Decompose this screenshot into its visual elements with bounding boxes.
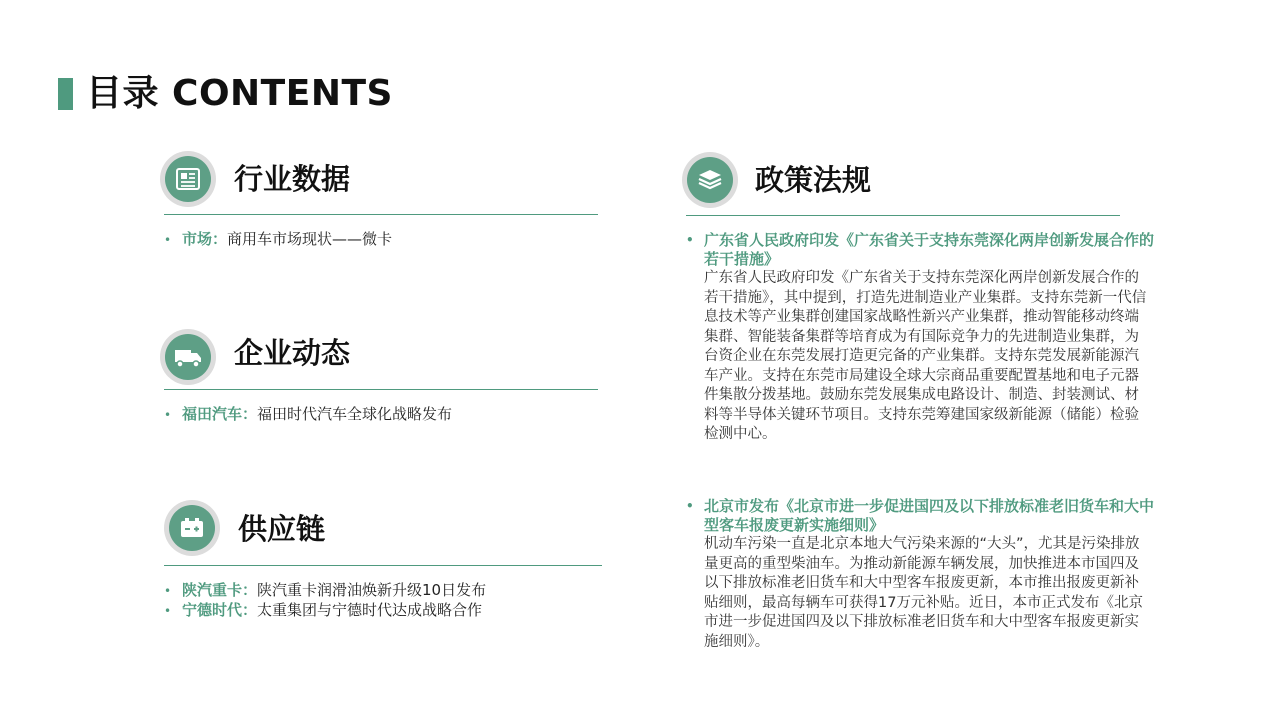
section-divider xyxy=(164,389,598,390)
bullet-dot: • xyxy=(164,233,172,247)
section-title-enterprise: 企业动态 xyxy=(234,336,351,370)
battery-icon xyxy=(164,500,220,556)
section-title-policy: 政策法规 xyxy=(755,163,872,197)
page-title: 目录 CONTENTS xyxy=(86,73,393,114)
policy-body: 广东省人民政府印发《广东省关于支持东莞深化两岸创新发展合作的若干措施》，其中提到，打造先进制造业产业集群。支持东莞新一代信息技术等产业集群创建国家战略性新兴产业集群，推动智能移动终端集群、智能装备集群等培育成为有国际竞争力的先进制造业集群，为台资企业在东莞发展打造更完备的产业集群。支持东莞发展新能源汽车产业。支持在东莞市局建设全球大宗商品重要配置基地和电子元器件集散分拨基地。鼓励东莞发展集成电路设计、制造、封装测试、材料等半导体关键环节项目。支持东莞筹建国家级新能源（储能）检验检测中心。 xyxy=(704,270,1147,442)
policy-heading: • 北京市发布《北京市进一步促进国四及以下排放标准老旧货车和大中型客车报废更新实施细则》 xyxy=(686,497,1155,534)
section-divider xyxy=(686,215,1120,216)
newspaper-icon xyxy=(160,151,216,207)
list-item: • 宁德时代：太重集团与宁德时代达成战略合作 xyxy=(164,601,483,619)
section-title-supply-chain: 供应链 xyxy=(238,512,326,546)
truck-icon xyxy=(160,329,216,385)
section-divider xyxy=(164,565,602,566)
bullet-dot: • xyxy=(686,499,694,513)
section-divider xyxy=(164,214,598,215)
list-item: • 陕汽重卡：陕汽重卡润滑油焕新升级10日发布 xyxy=(164,581,487,599)
bullet-dot: • xyxy=(686,233,694,247)
policy-body: 机动车污染一直是北京本地大气污染来源的“大头”，尤其是污染排放量更高的重型柴油车。为推动新能源车辆发展，加快推进本市国四及以下排放标准老旧货车和大中型客车报废更新，本市推出报废更新补贴细则，最高每辆车可获得17万元补贴。近日，本市正式发布《北京市进一步促进国四及以下排放标准老旧货车和大中型客车报废更新实施细则》。 xyxy=(704,536,1143,650)
bullet-dot: • xyxy=(164,584,172,598)
stack-icon xyxy=(682,152,738,208)
bullet-dot: • xyxy=(164,604,172,618)
list-item: • 市场：商用车市场现状——微卡 xyxy=(164,230,393,248)
policy-heading: • 广东省人民政府印发《广东省关于支持东莞深化两岸创新发展合作的若干措施》 xyxy=(686,231,1155,268)
section-title-industry: 行业数据 xyxy=(234,162,351,196)
list-item: • 福田汽车：福田时代汽车全球化战略发布 xyxy=(164,405,453,423)
title-accent-bar xyxy=(58,78,73,110)
bullet-dot: • xyxy=(164,408,172,422)
